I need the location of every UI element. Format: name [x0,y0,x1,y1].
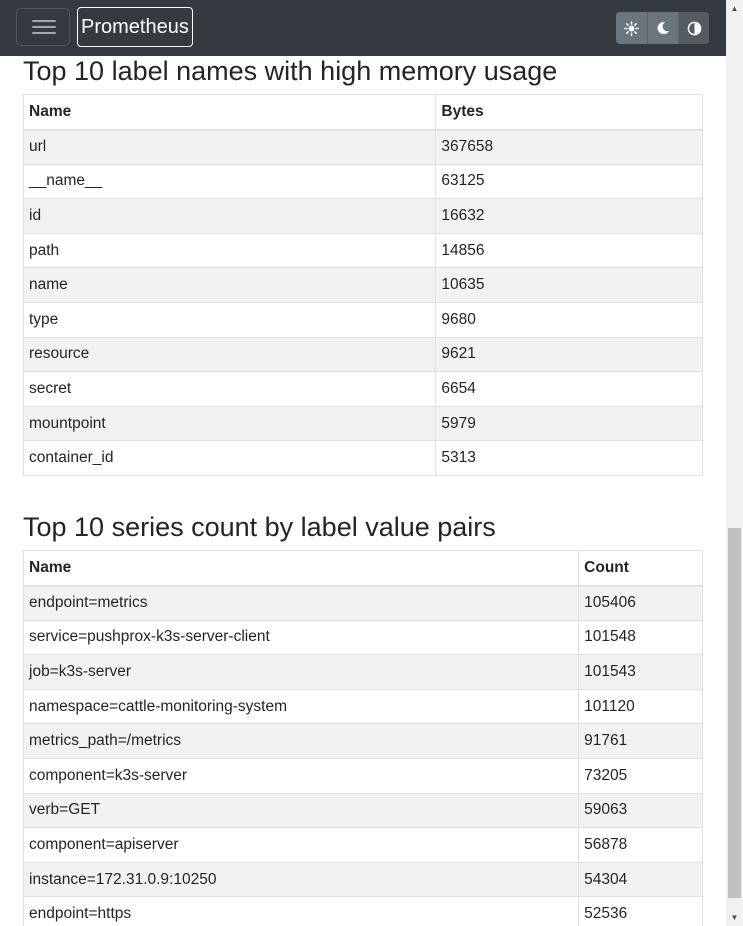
table-row [24,586,703,621]
label-bytes-cell: 16632 [436,199,703,234]
label-bytes-cell: 5979 [436,406,703,441]
menu-toggle-button[interactable] [16,8,70,46]
series-count-cell: 101548 [579,620,703,655]
label-bytes-cell: 14856 [436,233,703,268]
table-row [24,130,703,165]
table-header-row [24,551,703,586]
table-row [24,164,703,199]
table-row [24,758,703,793]
label-bytes-cell: 6654 [436,372,703,407]
label-bytes-cell: 5313 [436,441,703,476]
table-row [24,372,703,407]
table-row [24,862,703,897]
label-name-cell: secret [24,372,436,407]
table-row [24,302,703,337]
series-count-cell: 101543 [579,655,703,690]
label-bytes-cell: 367658 [436,130,703,165]
table-row [24,233,703,268]
label-name-cell: mountpoint [24,406,436,441]
hamburger-icon [32,32,56,34]
series-count-cell: 91761 [579,724,703,759]
label-name-cell: __name__ [24,164,436,199]
series-count-cell: 59063 [579,793,703,828]
series-count-table [23,550,703,926]
label-name-cell: type [24,302,436,337]
table-row [24,793,703,828]
label-memory-table [23,94,703,476]
table-row [24,441,703,476]
label-pair-cell: job=k3s-server [24,655,579,690]
table-header-row [24,95,703,130]
label-name-cell: path [24,233,436,268]
scroll-down-arrow-icon[interactable]: ▼ [730,912,739,922]
table-row [24,724,703,759]
navbar [0,0,726,56]
label-memory-title: Top 10 label names with high memory usage [23,56,558,86]
theme-switcher [616,12,709,44]
label-pair-cell: service=pushprox-k3s-server-client [24,620,579,655]
label-pair-cell: component=k3s-server [24,758,579,793]
table-row [24,897,703,926]
moon-icon [656,21,670,35]
table-row [24,199,703,234]
label-pair-cell: verb=GET [24,793,579,828]
label-pair-cell: endpoint=metrics [24,586,579,621]
label-name-cell: url [24,130,436,165]
table-row [24,268,703,303]
hamburger-icon [32,20,56,22]
label-name-cell: id [24,199,436,234]
label-bytes-cell: 63125 [436,164,703,199]
series-count-cell: 105406 [579,586,703,621]
brand-link[interactable]: Prometheus [77,7,193,47]
theme-light-button[interactable] [616,12,647,44]
series-count-cell: 56878 [579,828,703,863]
contrast-icon [687,21,702,36]
scrollbar-thumb[interactable] [728,528,741,898]
sun-icon [624,21,639,36]
label-pair-cell: instance=172.31.0.9:10250 [24,862,579,897]
scroll-up-arrow-icon[interactable]: ▲ [730,3,739,13]
label-name-cell: name [24,268,436,303]
column-header-name: Name [24,551,579,586]
column-header-name: Name [24,95,436,130]
label-name-cell: container_id [24,441,436,476]
label-name-cell: resource [24,337,436,372]
label-pair-cell: component=apiserver [24,828,579,863]
series-count-cell: 54304 [579,862,703,897]
label-bytes-cell: 10635 [436,268,703,303]
label-pair-cell: endpoint=https [24,897,579,926]
table-row [24,406,703,441]
table-row [24,689,703,724]
label-bytes-cell: 9621 [436,337,703,372]
column-header-count: Count [579,551,703,586]
series-count-cell: 73205 [579,758,703,793]
label-pair-cell: metrics_path=/metrics [24,724,579,759]
series-count-cell: 52536 [579,897,703,926]
table-row [24,337,703,372]
page-scrollbar[interactable] [726,0,743,926]
label-pair-cell: namespace=cattle-monitoring-system [24,689,579,724]
series-count-cell: 101120 [579,689,703,724]
theme-auto-button[interactable] [678,12,709,44]
series-count-title: Top 10 series count by label value pairs [23,512,496,542]
label-bytes-cell: 9680 [436,302,703,337]
column-header-bytes: Bytes [436,95,703,130]
table-row [24,828,703,863]
table-row [24,655,703,690]
table-row [24,620,703,655]
hamburger-icon [32,26,56,28]
theme-dark-button[interactable] [647,12,678,44]
